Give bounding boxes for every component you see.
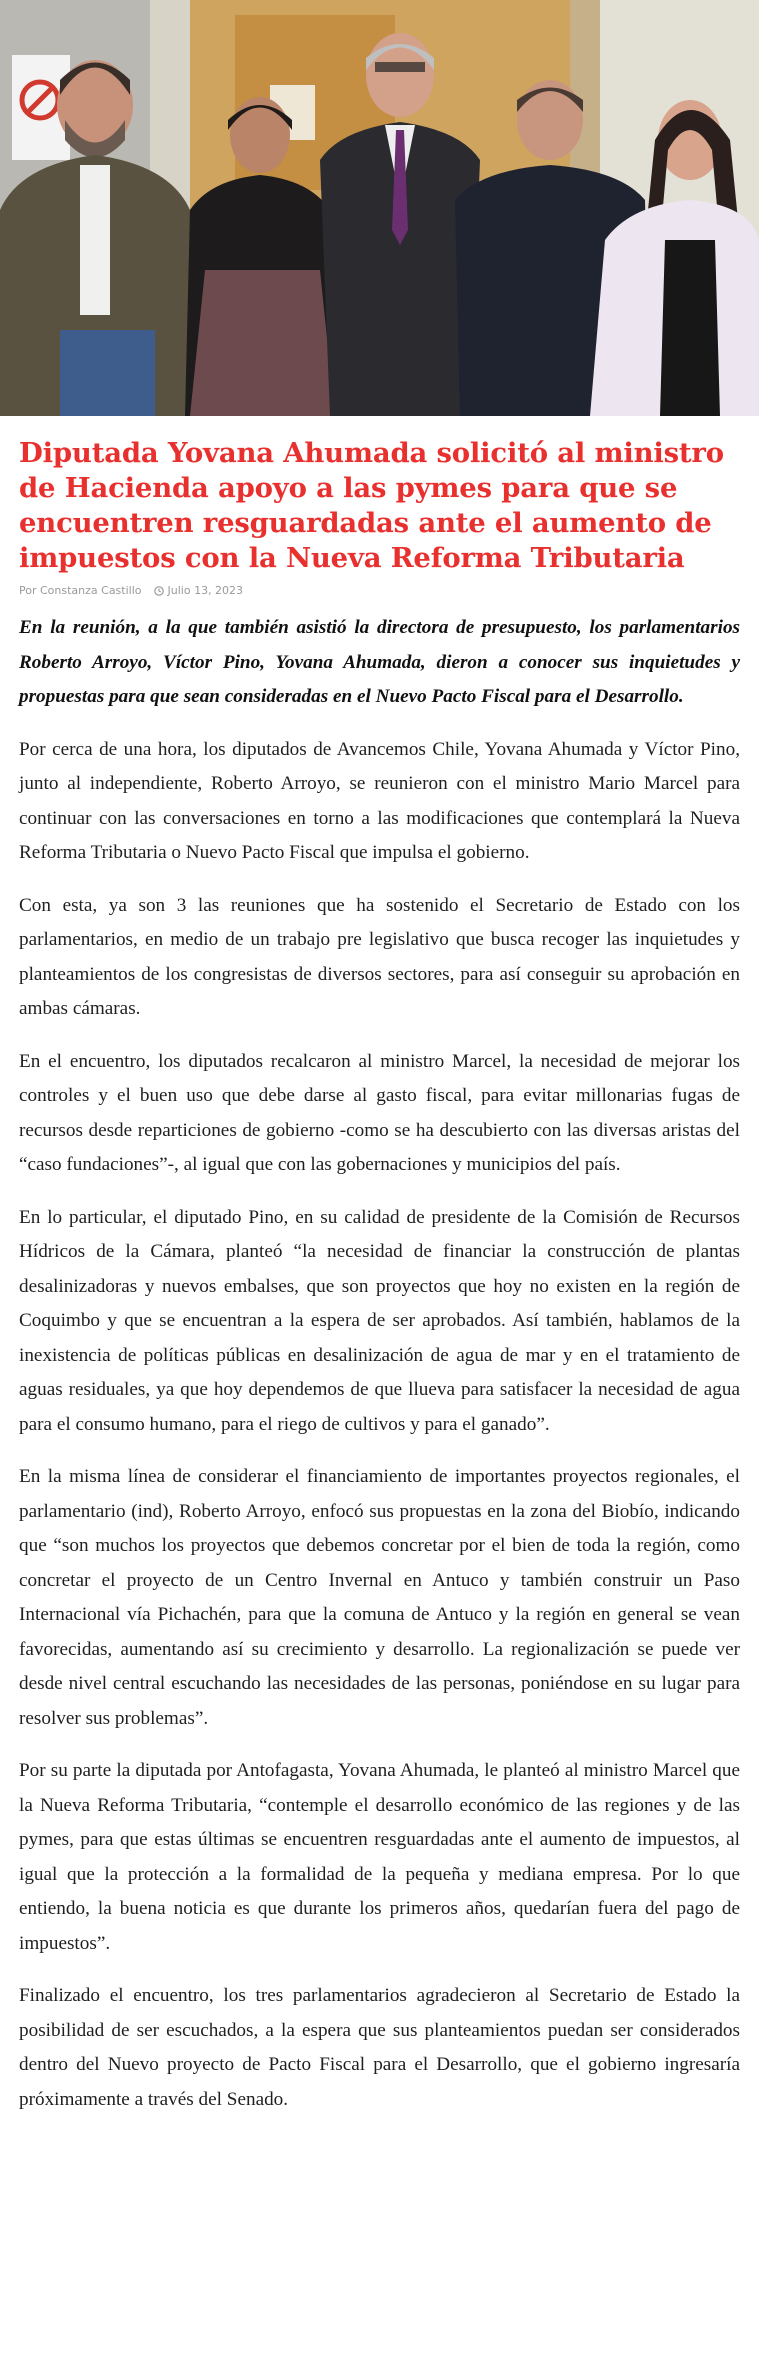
article-paragraph: En el encuentro, los diputados recalcaron al ministro Marcel, la necesidad de mejorar los controles y el buen uso que debe darse al gasto fiscal, para evitar millonarias fugas de recursos desde reparticiones de gobierno -como se ha descubierto con las diversas aristas del “caso fundaciones”-, al igual que con las gobernaciones y municipios del país. bbox=[19, 1050, 740, 1175]
article-paragraph: En lo particular, el diputado Pino, en su calidad de presidente de la Comisión de Recursos Hídricos de la Cámara, planteó “la necesidad de financiar la construcción de plantas desalinizadoras y nuevos embalses, que son proyectos que hoy no existen en la región de Coquimbo y que se encuentran a la espera de ser aprobados. Así también, hablamos de la inexistencia de políticas públicas en desalinización de agua de mar y en el tratamiento de aguas residuales, ya que hoy dependemos de que llueva para satisfacer la necesidad de agua para el consumo humano, para el riego de cultivos y para el ganado”. bbox=[19, 1206, 740, 1435]
article-hero-photo bbox=[0, 0, 759, 416]
article-meta bbox=[19, 584, 740, 597]
article-paragraph: Por su parte la diputada por Antofagasta, Yovana Ahumada, le planteó al ministro Marcel que la Nueva Reforma Tributaria, “contemple el desarrollo económico de las regiones y de las pymes, para que estas últimas se encuentren resguardadas ante el aumento de impuestos, al igual que la protección a la formalidad de la pequeña y mediana empresa. Por lo que entiendo, la buena noticia es que durante los primeros años, quedarían fuera del pago de impuestos”. bbox=[19, 1760, 740, 1954]
article-title: Diputada Yovana Ahumada solicitó al ministro de Hacienda apoyo a las pymes para que se encuentren resguardadas ante el aumento de impuestos con la Nueva Reforma Tributaria bbox=[19, 437, 724, 574]
article-paragraph: Finalizado el encuentro, los tres parlamentarios agradecieron al Secretario de Estado la posibilidad de ser escuchados, a la espera que sus planteamientos puedan ser considerados dentro del Nuevo proyecto de Pacto Fiscal para el Desarrollo, que el gobierno ingresaría próximamente a través del Senado. bbox=[19, 1985, 740, 2110]
article-paragraph: Con esta, ya son 3 las reuniones que ha sostenido el Secretario de Estado con los parlamentarios, en medio de un trabajo pre legislativo que busca recoger las inquietudes y planteamientos de los congresistas de diversos sectores, para así conseguir su aprobación en ambas cámaras. bbox=[19, 894, 740, 1019]
article bbox=[0, 416, 759, 2157]
article-paragraph: En la misma línea de considerar el financiamiento de importantes proyectos regionales, el parlamentario (ind), Roberto Arroyo, enfocó sus propuestas en la zona del Biobío, indicando que “son muchos los proyectos que debemos concretar por el bien de toda la región, como concretar el proyecto de un Centro Invernal en Antuco y también construir un Paso Internacional vía Pichachén, para que la comuna de Antuco y la región en general se vean favorecidas, aumentando así su crecimiento y desarrollo. La regionalización se puede ver desde nivel central escuchando las necesidades de las personas, poniéndose en su lugar para resolver sus problemas”. bbox=[19, 1466, 740, 1729]
article-author[interactable]: Por Constanza Castillo bbox=[19, 584, 142, 597]
article-date: Julio 13, 2023 bbox=[167, 584, 244, 597]
article-lead: En la reunión, a la que también asistió la directora de presupuesto, los parlamentarios Roberto Arroyo, Víctor Pino, Yovana Ahumada, dieron a conocer sus inquietudes y propuestas para que sean consideradas en el Nuevo Pacto Fiscal para el Desarrollo. bbox=[19, 617, 740, 707]
clock-icon bbox=[154, 586, 164, 596]
article-paragraph: Por cerca de una hora, los diputados de Avancemos Chile, Yovana Ahumada y Víctor Pino, junto al independiente, Roberto Arroyo, se reunieron con el ministro Mario Marcel para continuar con las conversaciones en torno a las modificaciones que contemplará la Nueva Reforma Tributaria o Nuevo Pacto Fiscal que impulsa el gobierno. bbox=[19, 738, 740, 863]
group-photo-illustration bbox=[0, 0, 759, 416]
article-date-wrapper bbox=[154, 584, 244, 597]
